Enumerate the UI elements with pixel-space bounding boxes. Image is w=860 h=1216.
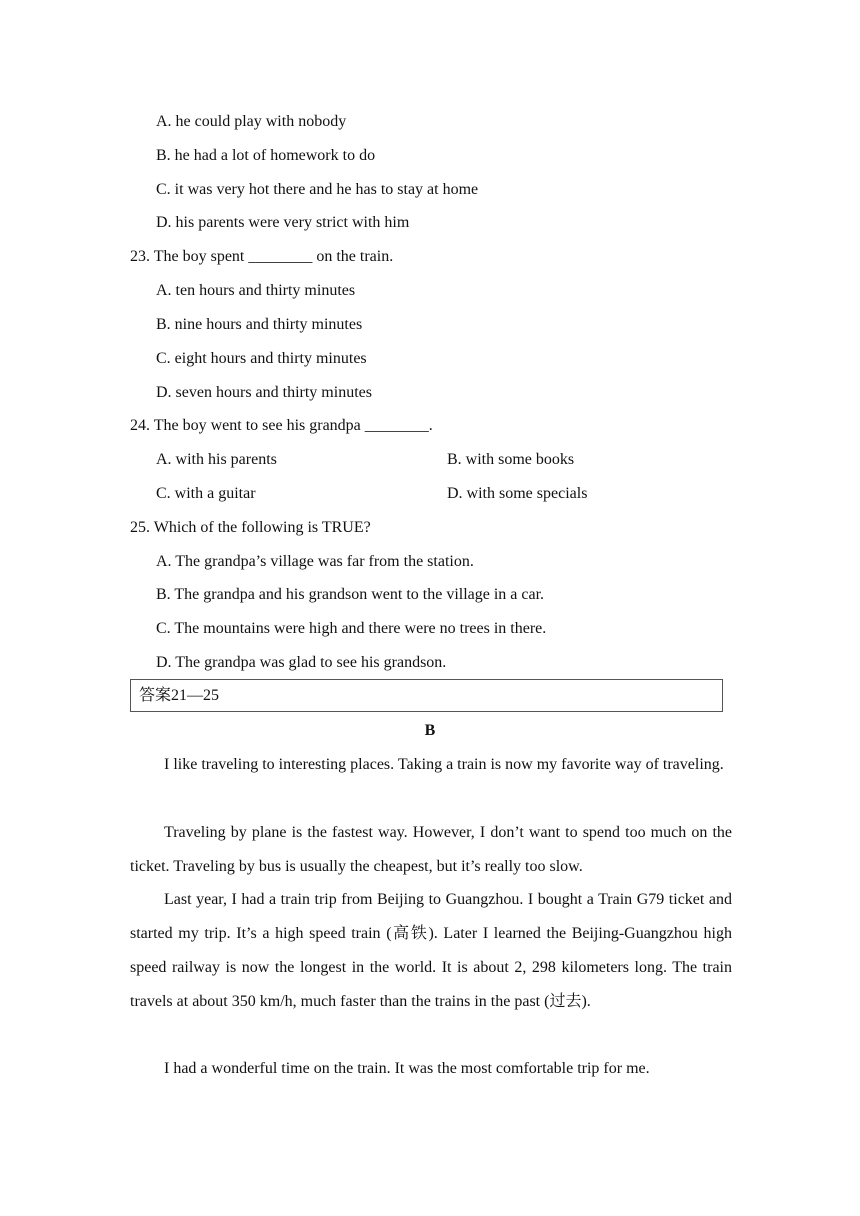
q23-option-d: D. seven hours and thirty minutes [156,384,372,401]
q24-option-d: D. with some specials [447,485,588,502]
q22-option-b: B. he had a lot of homework to do [156,147,376,164]
q24-stem: 24. The boy went to see his grandpa ________. [130,417,433,434]
q22-option-d: D. his parents were very strict with him [156,214,410,231]
answer-box [130,679,723,712]
q22-option-a: A. he could play with nobody [156,113,347,130]
q24-option-a: A. with his parents [156,451,277,468]
paragraph-2: Traveling by plane is the fastest way. However, I don’t want to spend too much on the ticket. Traveling by bus is usually the cheapest, but it’s really too slow. [130,824,732,875]
q25-option-b: B. The grandpa and his grandson went to the village in a car. [156,586,545,603]
paragraph-4: I had a wonderful time on the train. It was the most comfortable trip for me. [164,1060,650,1077]
q25-option-d: D. The grandpa was glad to see his grandson. [156,654,447,671]
q23-option-b: B. nine hours and thirty minutes [156,316,363,333]
q25-option-a: A. The grandpa’s village was far from the station. [156,553,474,570]
q25-option-c: C. The mountains were high and there were no trees in there. [156,620,547,637]
answer-label: 答案21—25 [139,687,220,704]
q24-option-b: B. with some books [447,451,575,468]
q23-stem: 23. The boy spent ________ on the train. [130,248,394,265]
q24-option-c: C. with a guitar [156,485,256,502]
paragraph-3: Last year, I had a train trip from Beijing to Guangzhou. I bought a Train G79 ticket and started my trip. It’s a high speed train (高铁). Later I learned the Beijing-Guangzhou high speed railway is now the longest in the world. It is about 2, 298 kilometers long. The train travels at about 350 km/h, much faster than the trains in the past (过去). [130,891,732,1010]
q25-stem: 25. Which of the following is TRUE? [130,519,371,536]
q23-option-a: A. ten hours and thirty minutes [156,282,356,299]
paragraph-1: I like traveling to interesting places. Taking a train is now my favorite way of traveling. [164,756,724,773]
section-heading: B [424,722,436,739]
q22-option-c: C. it was very hot there and he has to stay at home [156,181,479,198]
q23-option-c: C. eight hours and thirty minutes [156,350,367,367]
